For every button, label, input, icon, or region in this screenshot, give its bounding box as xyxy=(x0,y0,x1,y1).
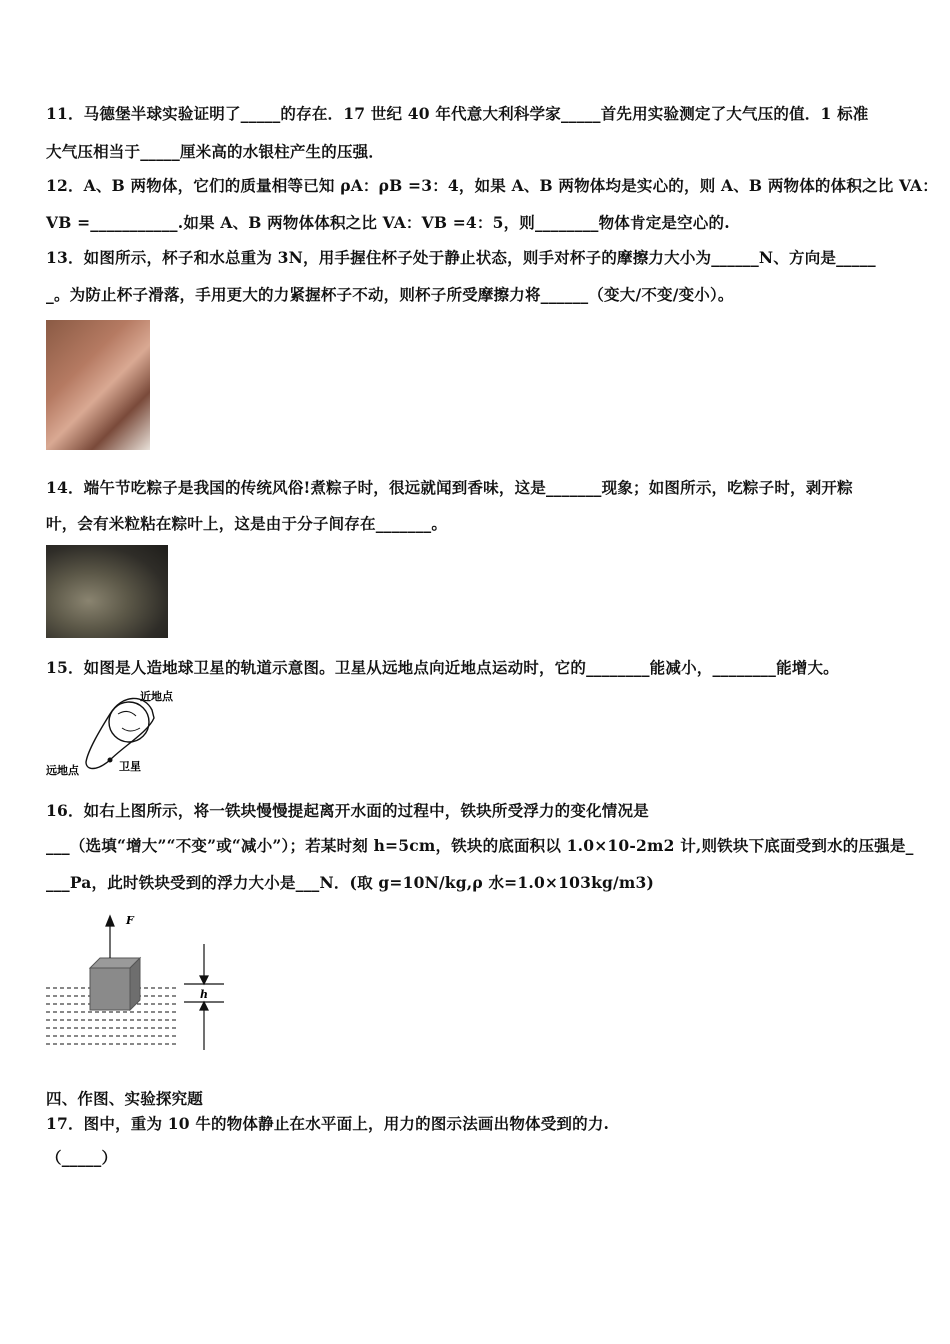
q16-line-2: ___（选填“增大”“不变”或“减小”）；若某时刻 h=5cm，铁块的底面积以 1.0×10-2m2 计,则铁块下底面受到水的压强是_ xyxy=(46,836,914,855)
q11-line-2: 大气压相当于_____厘米高的水银柱产生的压强． xyxy=(46,142,385,161)
q12-line-1: 12．A、B 两物体，它们的质量相等已知 ρA：ρB =3：4，如果 A、B 两物体均是实心的，则 A、B 两物体的体积之比 VA： xyxy=(46,176,938,195)
iron-block xyxy=(90,958,140,1010)
satellite-dot xyxy=(108,758,113,763)
hand-holding-cup-photo xyxy=(46,320,150,450)
perigee-label: 近地点 xyxy=(140,690,173,703)
q14-line-2: 叶，会有米粒粘在粽叶上，这是由于分子间存在_______。 xyxy=(46,514,448,533)
zongzi-photo xyxy=(46,545,168,638)
q14-line-1: 14．端午节吃粽子是我国的传统风俗!煮粽子时，很远就闻到香味，这是_______现象；如图所示，吃粽子时，剥开粽 xyxy=(46,478,853,497)
q11-line-1: 11．马德堡半球实验证明了_____的存在．17 世纪 40 年代意大利科学家_____首先用实验测定了大气压的值．1 标准 xyxy=(46,104,869,123)
force-label: F xyxy=(126,914,134,927)
section-4-title: 四、作图、实验探究题 xyxy=(46,1089,204,1108)
satellite-label: 卫星 xyxy=(119,760,141,773)
q13-line-1: 13．如图所示，杯子和水总重为 3N，用手握住杯子处于静止状态，则手对杯子的摩擦力大小为______N、方向是_____ xyxy=(46,248,876,267)
height-label: h xyxy=(200,988,208,1001)
apogee-label: 远地点 xyxy=(46,764,79,777)
q16-line-1: 16．如右上图所示，将一铁块慢慢提起离开水面的过程中，铁块所受浮力的变化情况是 xyxy=(46,801,649,820)
q15-line-1: 15．如图是人造地球卫星的轨道示意图。卫星从远地点向近地点运动时，它的________能减小，________能增大。 xyxy=(46,658,839,677)
q17-line-2: （_____） xyxy=(46,1148,118,1167)
q17-line-1: 17．图中，重为 10 牛的物体静止在水平面上，用力的图示法画出物体受到的力. xyxy=(46,1114,610,1133)
satellite-orbit-diagram xyxy=(44,688,194,780)
q12-line-2: VB =___________.如果 A、B 两物体体积之比 VA：VB =4：5，则________物体肯定是空心的. xyxy=(46,213,730,232)
iron-block-in-water-diagram xyxy=(44,912,234,1054)
q13-line-2: _。为防止杯子滑落，手用更大的力紧握杯子不动，则杯子所受摩擦力将______（变大/不变/变小）。 xyxy=(46,285,734,304)
q16-line-3: ___Pa，此时铁块受到的浮力大小是___N．(取 g=10N/kg,ρ 水=1.0×103kg/m3) xyxy=(46,873,655,892)
